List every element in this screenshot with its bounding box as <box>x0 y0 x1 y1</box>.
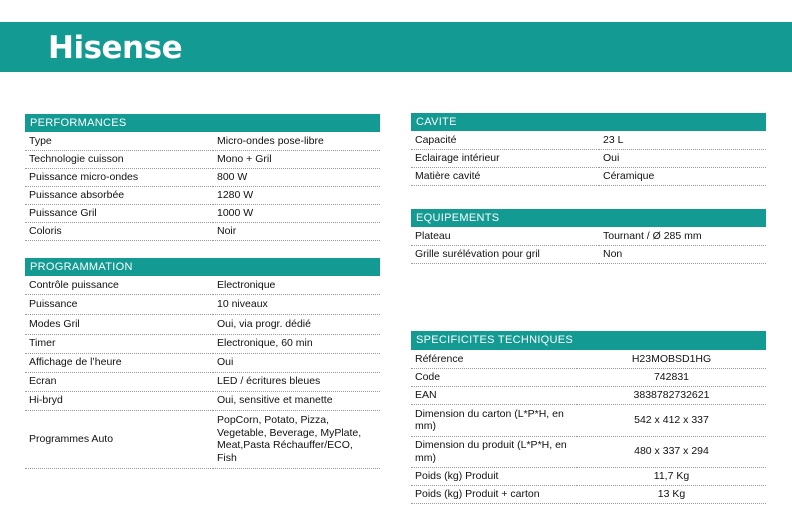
row-value: Non <box>599 245 766 263</box>
row-value: Oui <box>213 353 380 372</box>
row-label: EAN <box>411 386 577 404</box>
row-label: Puissance absorbée <box>25 186 213 204</box>
row-label: Référence <box>411 350 577 368</box>
table-row <box>25 314 380 334</box>
row-value: Oui, via progr. dédié <box>213 314 380 334</box>
row-value: Micro-ondes pose-libre <box>213 132 380 150</box>
row-label: Modes Gril <box>25 314 213 334</box>
table-row <box>411 245 766 263</box>
row-label: Plateau <box>411 227 599 245</box>
row-value: 10 niveaux <box>213 294 380 314</box>
row-value: LED / écritures bleues <box>213 372 380 391</box>
table-row <box>411 436 766 467</box>
row-value: 800 W <box>213 168 380 186</box>
section-title: SPECIFICITES TECHNIQUES <box>411 331 766 350</box>
row-value: 1280 W <box>213 186 380 204</box>
row-label: Programmes Auto <box>25 410 213 468</box>
row-value: Oui, sensitive et manette <box>213 391 380 410</box>
table-row <box>25 204 380 222</box>
programmation-section <box>25 258 380 469</box>
row-value: 1000 W <box>213 204 380 222</box>
table-row <box>25 132 380 150</box>
row-value: Mono + Gril <box>213 150 380 168</box>
row-label: Puissance Gril <box>25 204 213 222</box>
row-label: Code <box>411 368 577 386</box>
row-label: Technologie cuisson <box>25 150 213 168</box>
table-row <box>411 404 766 436</box>
table-row <box>411 368 766 386</box>
table-row <box>411 227 766 245</box>
table-row <box>25 150 380 168</box>
table-row <box>25 391 380 410</box>
row-label: Coloris <box>25 222 213 240</box>
row-value: 13 Kg <box>577 485 766 503</box>
row-label: Puissance <box>25 294 213 314</box>
table-row <box>25 276 380 294</box>
table-row <box>25 353 380 372</box>
row-value: Electronique, 60 min <box>213 334 380 353</box>
row-value: 11,7 Kg <box>577 467 766 485</box>
row-value: H23MOBSD1HG <box>577 350 766 368</box>
table-row <box>25 372 380 391</box>
row-value: PopCorn, Potato, Pizza, Vegetable, Beverage, MyPlate, Meat,Pasta Réchauffer/ECO, Fish <box>213 410 380 468</box>
spec-table <box>411 131 766 186</box>
table-row <box>411 149 766 167</box>
row-value: 542 x 412 x 337 <box>577 404 766 436</box>
specificites-section <box>411 331 766 504</box>
row-label: Puissance micro-ondes <box>25 168 213 186</box>
row-label: Matière cavité <box>411 167 599 185</box>
performances-section <box>25 114 380 241</box>
row-label: Poids (kg) Produit <box>411 467 577 485</box>
row-value: Noir <box>213 222 380 240</box>
brand-logo: Hisense <box>48 30 183 66</box>
spec-table <box>25 276 380 469</box>
row-label: Hi-bryd <box>25 391 213 410</box>
row-value: Céramique <box>599 167 766 185</box>
row-label: Dimension du carton (L*P*H, en mm) <box>411 404 577 436</box>
table-row <box>25 168 380 186</box>
section-title: EQUIPEMENTS <box>411 209 766 227</box>
table-row <box>411 386 766 404</box>
row-label: Contrôle puissance <box>25 276 213 294</box>
table-row <box>25 334 380 353</box>
table-row <box>411 350 766 368</box>
table-row <box>25 222 380 240</box>
section-title: CAVITE <box>411 113 766 131</box>
row-label: Eclairage intérieur <box>411 149 599 167</box>
row-label: Type <box>25 132 213 150</box>
table-row <box>411 167 766 185</box>
row-label: Grille surélévation pour gril <box>411 245 599 263</box>
row-value: 3838782732621 <box>577 386 766 404</box>
row-value: 480 x 337 x 294 <box>577 436 766 467</box>
table-row <box>411 485 766 503</box>
row-value: 742831 <box>577 368 766 386</box>
section-title: PERFORMANCES <box>25 114 380 132</box>
cavite-section <box>411 113 766 186</box>
row-label: Ecran <box>25 372 213 391</box>
table-row <box>411 467 766 485</box>
row-value: Oui <box>599 149 766 167</box>
spec-table <box>411 227 766 264</box>
row-label: Poids (kg) Produit + carton <box>411 485 577 503</box>
table-row <box>25 410 380 468</box>
row-label: Timer <box>25 334 213 353</box>
table-row <box>25 186 380 204</box>
table-row <box>25 294 380 314</box>
row-label: Dimension du produit (L*P*H, en mm) <box>411 436 577 467</box>
row-value: 23 L <box>599 131 766 149</box>
spec-table <box>411 350 766 504</box>
section-title: PROGRAMMATION <box>25 258 380 276</box>
spec-table <box>25 132 380 241</box>
row-value: Tournant / Ø 285 mm <box>599 227 766 245</box>
row-value: Electronique <box>213 276 380 294</box>
row-label: Capacité <box>411 131 599 149</box>
equipements-section <box>411 209 766 264</box>
table-row <box>411 131 766 149</box>
row-label: Affichage de l’heure <box>25 353 213 372</box>
